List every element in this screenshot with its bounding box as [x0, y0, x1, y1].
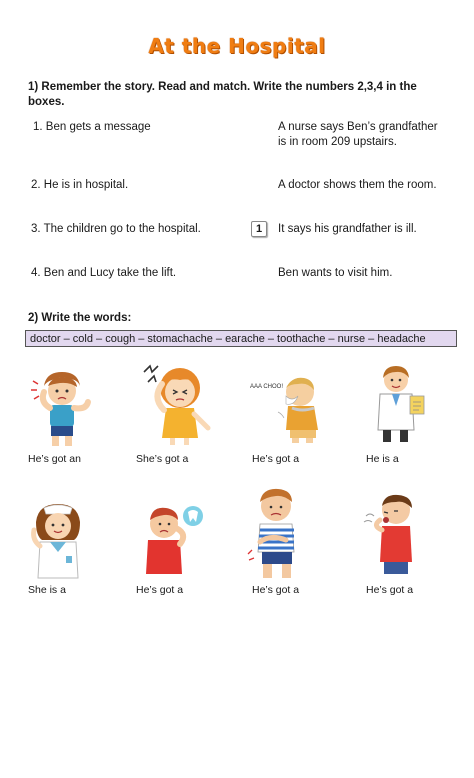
word-bank: doctor – cold – cough – stomachache – earache – toothache – nurse – headache	[25, 330, 457, 347]
cough-boy-picture	[360, 492, 424, 576]
caption-1: He’s got an	[28, 453, 81, 465]
caption-4: He is a	[366, 453, 399, 465]
instruction-1: 1) Remember the story. Read and match. Write the numbers 2,3,4 in the boxes.	[28, 81, 417, 108]
doctor-picture	[370, 362, 430, 444]
left-item-1: 1. Ben gets a message	[33, 121, 151, 133]
headache-girl-picture	[138, 358, 212, 446]
nurse-picture	[28, 500, 86, 580]
stomachache-boy-picture	[246, 484, 310, 580]
left-item-2: 2. He is in hospital.	[31, 179, 129, 191]
toothache-boy-picture	[136, 502, 206, 578]
page-title: At the Hospital	[148, 34, 326, 58]
left-item-3: 3. The children go to the hospital.	[31, 223, 201, 235]
left-item-4: 4. Ben and Lucy take the lift.	[31, 267, 177, 279]
cold-boy-picture	[248, 372, 330, 444]
right-item-1: A nurse says Ben’s grandfather is in room 209 upstairs.	[278, 121, 438, 148]
answer-box-1[interactable]: 1	[251, 221, 267, 237]
right-item-2: A doctor shows them the room.	[278, 179, 437, 191]
right-item-4: Ben wants to visit him.	[278, 267, 393, 279]
sneeze-text: AAA CHOO!	[250, 384, 284, 390]
right-item-3: It says his grandfather is ill.	[278, 223, 417, 235]
instruction-2: 2) Write the words:	[28, 312, 132, 324]
caption-6: He’s got a	[136, 584, 184, 596]
caption-2: She’s got a	[136, 453, 189, 465]
caption-7: He’s got a	[252, 584, 300, 596]
caption-8: He’s got a	[366, 584, 414, 596]
caption-5: She is a	[28, 584, 66, 596]
caption-3: He’s got a	[252, 453, 300, 465]
earache-boy-picture	[30, 366, 96, 448]
